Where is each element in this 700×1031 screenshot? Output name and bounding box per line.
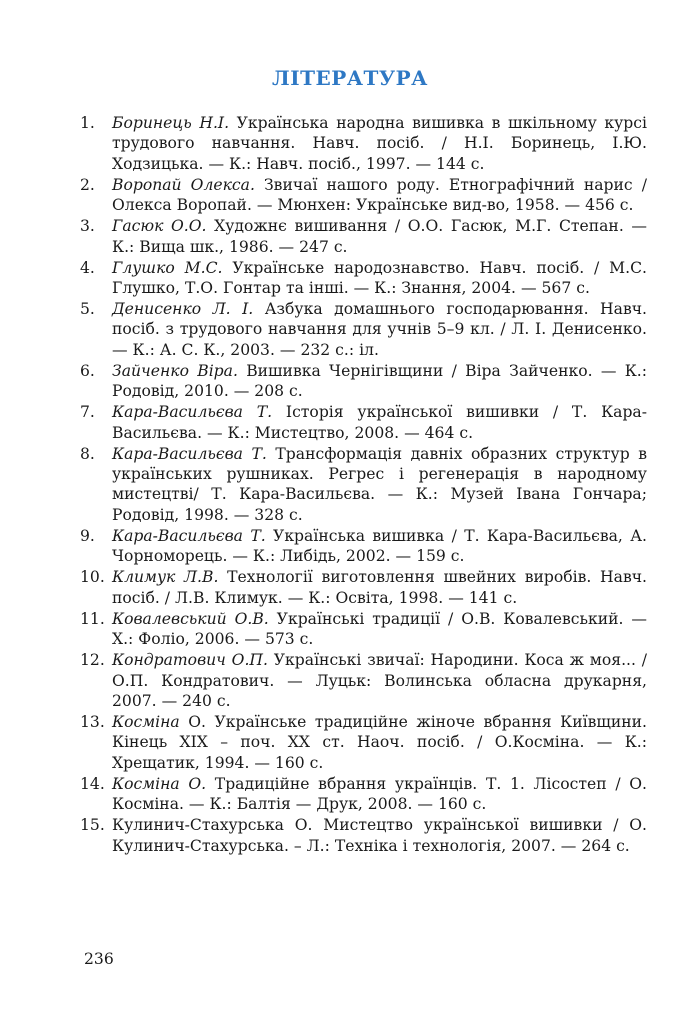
reference-author: Глушко М.С. <box>112 258 223 277</box>
reference-author: Боринець Н.І. <box>112 114 230 132</box>
reference-number: 7. <box>80 403 95 422</box>
reference-item <box>80 216 647 257</box>
reference-text: Історія української вишивки / Т. Кара-Васильєва. — К.: Мистецтво, 2008. — 464 с. <box>112 403 647 442</box>
reference-item <box>80 175 647 216</box>
reference-author: Кара-Васильєва Т. <box>112 526 266 545</box>
reference-item <box>80 299 647 360</box>
page-number: 236 <box>84 950 114 968</box>
reference-author: Косміна <box>112 712 180 731</box>
reference-number: 15. <box>80 816 105 835</box>
reference-item <box>80 402 647 443</box>
reference-number: 6. <box>80 361 95 380</box>
reference-text: Українські традиції / О.В. Ковалевський. — Х.: Фоліо, 2006. — 573 с. <box>112 609 647 649</box>
reference-item <box>80 444 647 526</box>
reference-item <box>80 258 647 299</box>
reference-item <box>80 712 647 773</box>
reference-text: Трансформація давніх образних структур в українських рушниках. Регрес і регенерація в народному мистецтві/ Т. Кара-Васильєва. — К.: Музей Івана Гончара; Родовід, 1998. — 328 с. <box>112 444 647 524</box>
reference-text: Українські звичаї: Народини. Коса ж моя... / О.П. Кондратович. — Луцьк: Волинська обласна друкарня, 2007. — 240 с. <box>112 651 648 710</box>
reference-number: 8. <box>80 444 95 463</box>
reference-author: Денисенко Л. І. <box>112 300 254 319</box>
reference-number: 14. <box>80 774 105 793</box>
reference-author: Зайченко Віра. <box>112 361 238 380</box>
reference-number: 1. <box>80 114 95 132</box>
reference-author: Кара-Васильєва Т. <box>112 403 273 422</box>
reference-author: Гасюк О.О. <box>112 217 207 236</box>
reference-text: Українська вишивка / Т. Кара-Васильєва, А. Чорноморець. — К.: Либідь, 2002. — 159 с. <box>112 526 647 566</box>
reference-author: Кондратович О.П. <box>112 651 268 670</box>
reference-number: 4. <box>80 258 95 277</box>
reference-number: 2. <box>80 175 95 194</box>
reference-text: Кулинич-Стахурська О. Мистецтво української вишивки / О. Кулинич-Стахурська. – Л.: Техніка і технологія, 2007. — 264 с. <box>112 816 647 855</box>
reference-author: Косміна О. <box>112 774 207 793</box>
reference-author: Климук Л.В. <box>112 568 219 587</box>
reference-item <box>80 567 647 608</box>
reference-text: Звичаї нашого роду. Етнографічний нарис / Олекса Воропай. — Мюнхен: Українське вид-во, 1958. — 456 с. <box>112 175 647 215</box>
reference-item <box>80 113 647 174</box>
reference-text: Українська народна вишивка в шкільному курсі трудового навчання. Навч. посіб. / Н.І. Боринець, І.Ю. Ходзицька. — К.: Навч. посіб., 1997. — 144 с. <box>112 114 647 173</box>
reference-text: Художнє вишивання / О.О. Гасюк, М.Г. Степан. — К.: Вища шк., 1986. — 247 с. <box>112 217 647 256</box>
reference-text: Азбука домашнього господарювання. Навч. посіб. з трудового навчання для учнів 5–9 кл. / Л. І. Денисенко. — К.: А. С. К., 2003. — 232 с.: іл. <box>112 300 647 359</box>
reference-item <box>80 774 647 815</box>
reference-text: Традиційне вбрання українців. Т. 1. Лісостеп / О. Косміна. — К.: Балтія — Друк, 2008. — 160 с. <box>112 774 647 814</box>
reference-number: 13. <box>80 712 105 731</box>
reference-item <box>80 526 647 567</box>
page-title: ЛІТЕРАТУРА <box>272 66 428 90</box>
reference-text: Технології виготовлення швейних виробів. Навч. посіб. / Л.В. Климук. — К.: Освіта, 1998. — 141 с. <box>112 568 647 607</box>
reference-author: Кара-Васильєва Т. <box>112 444 267 463</box>
reference-number: 12. <box>80 651 105 670</box>
reference-text: Вишивка Чернігівщини / Віра Зайченко. — К.: Родовід, 2010. — 208 с. <box>112 361 647 401</box>
reference-text: Українське народознавство. Навч. посіб. / М.С. Глушко, Т.О. Гонтар та інші. — К.: Знання, 2004. — 567 с. <box>112 258 647 298</box>
reference-number: 9. <box>80 526 95 545</box>
reference-item <box>80 650 647 711</box>
reference-author: Воропай Олекса. <box>112 175 255 194</box>
reference-list <box>80 113 647 857</box>
reference-number: 5. <box>80 300 95 319</box>
reference-item <box>80 815 647 856</box>
reference-number: 10. <box>80 568 105 587</box>
reference-number: 11. <box>80 609 105 628</box>
reference-item <box>80 361 647 402</box>
reference-author: Ковалевський О.В. <box>112 609 269 628</box>
reference-item <box>80 609 647 650</box>
reference-number: 3. <box>80 217 95 236</box>
reference-text: О. Українське традиційне жіноче вбрання Київщини. Кінець XIX – поч. XX ст. Наоч. посіб. / О.Косміна. — К.: Хрещатик, 1994. — 160 с. <box>112 712 647 772</box>
